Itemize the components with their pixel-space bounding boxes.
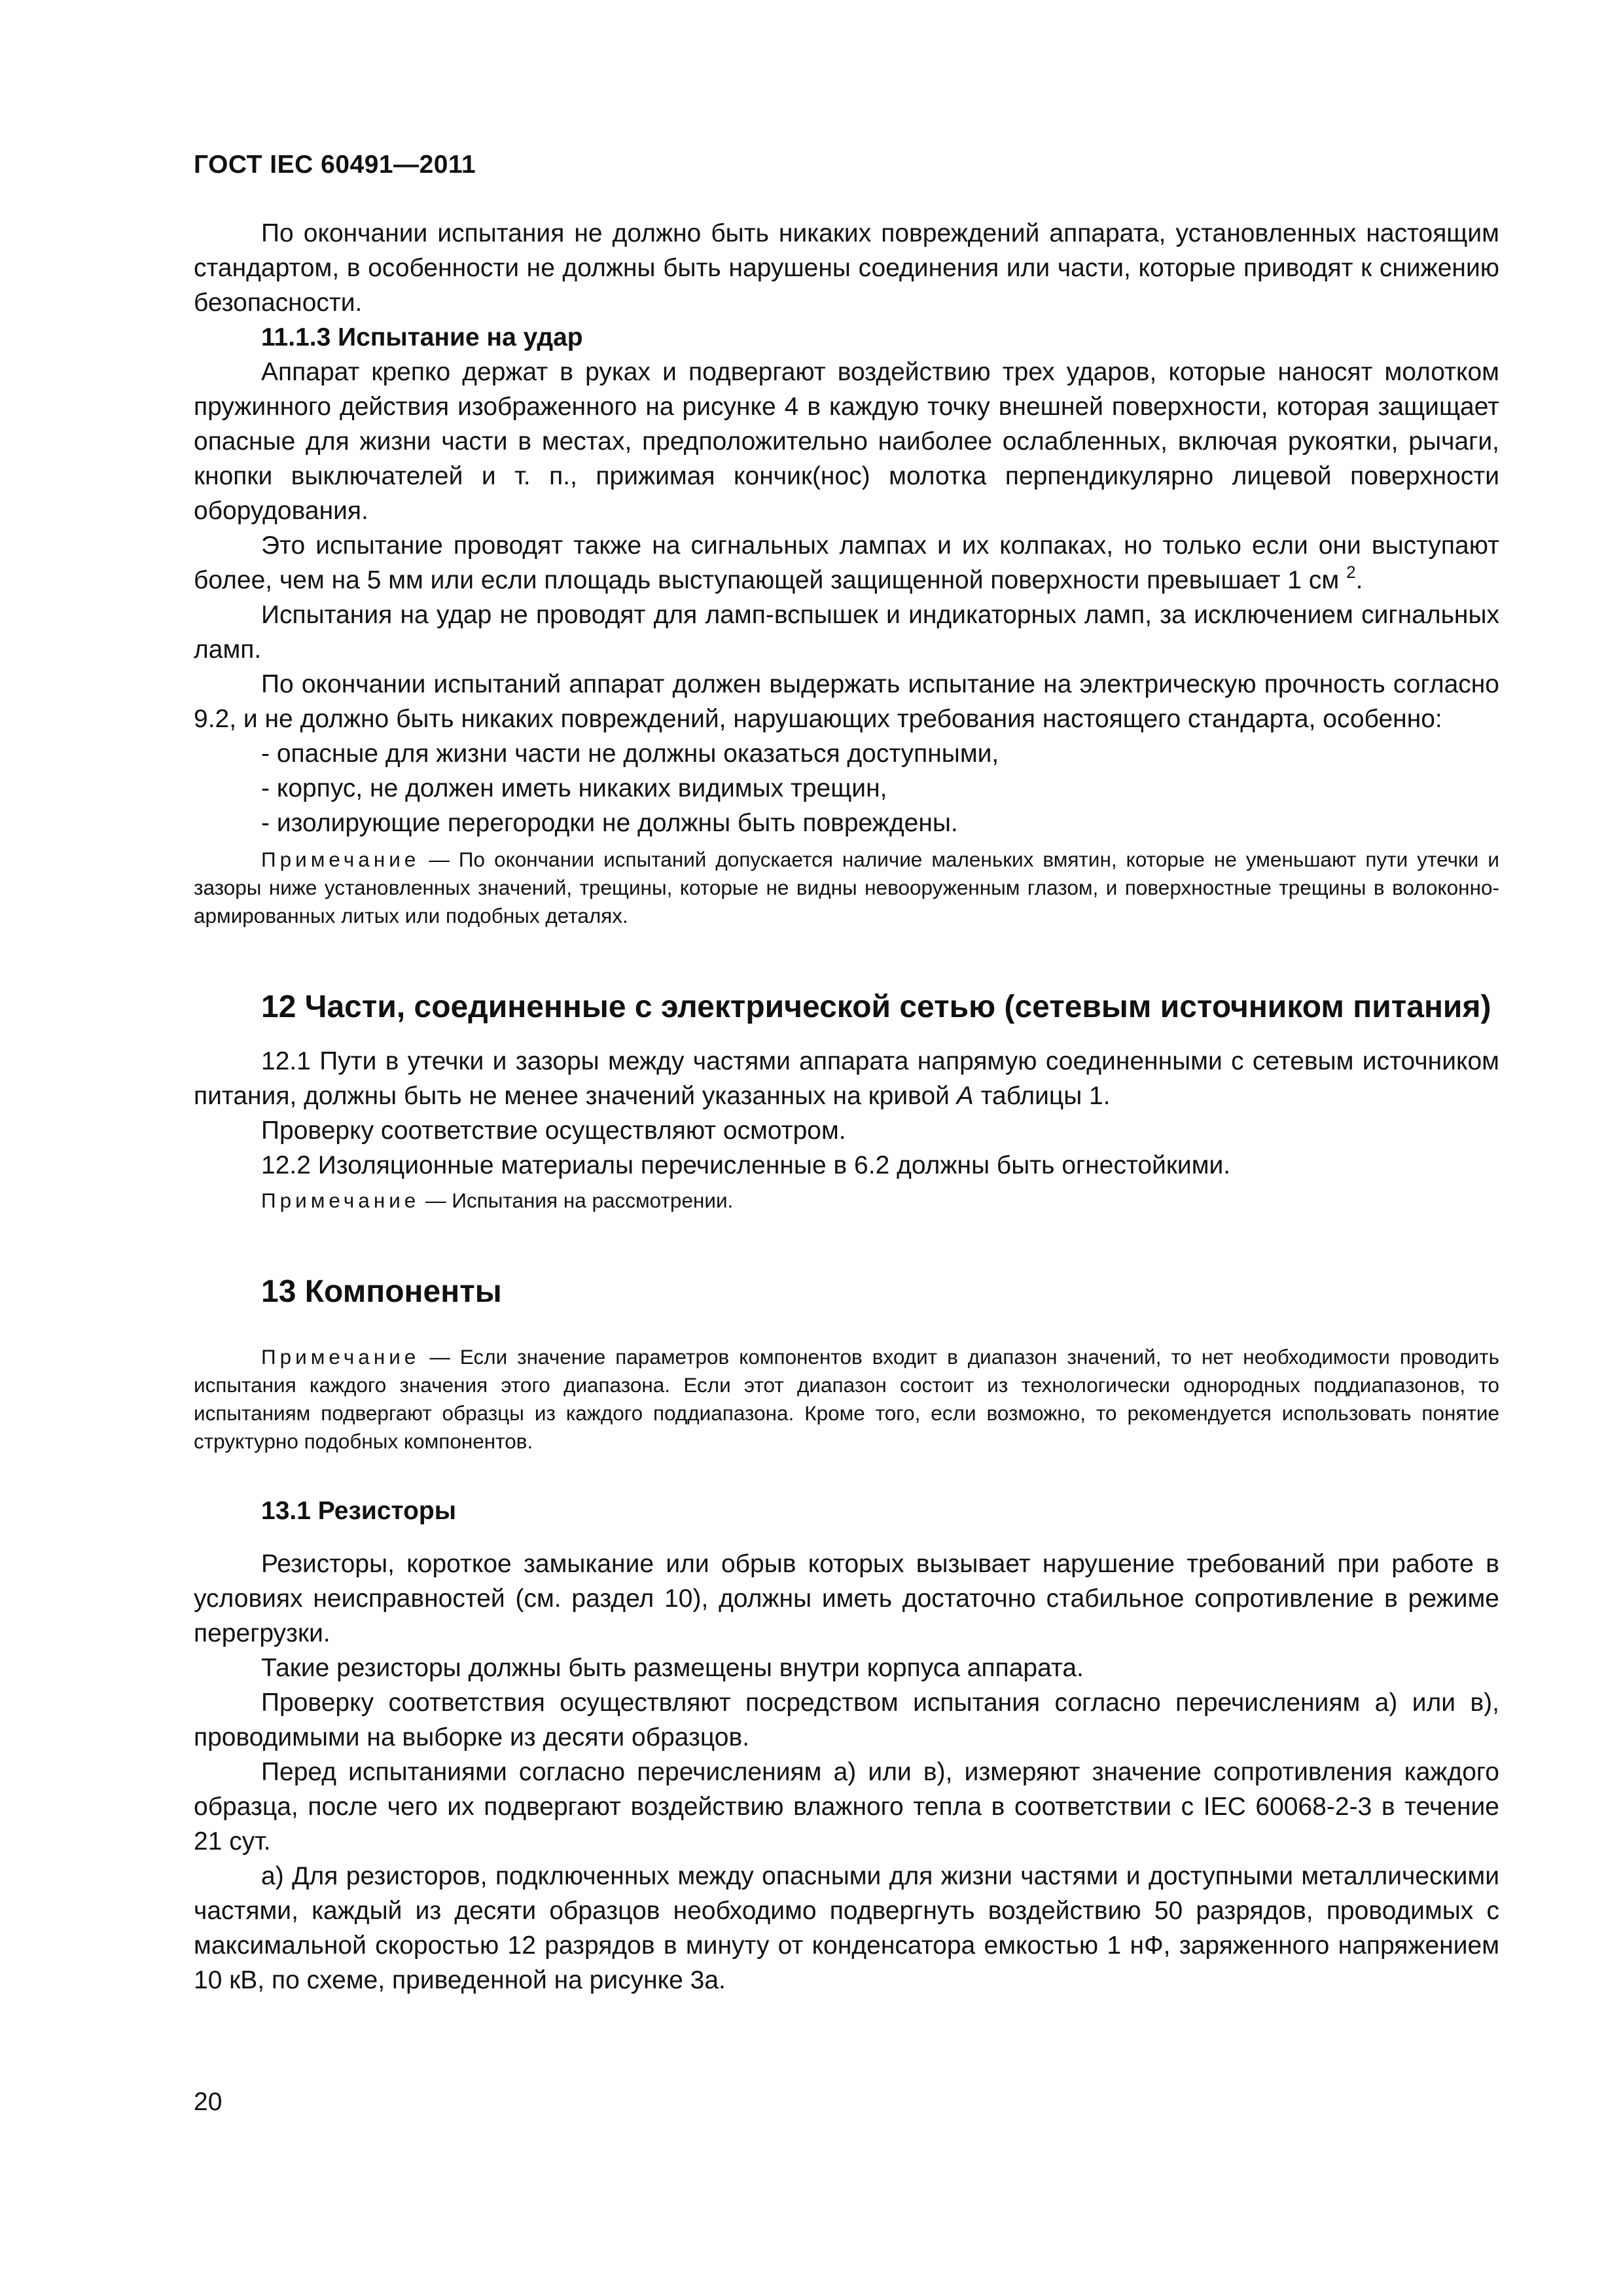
paragraph: Резисторы, короткое замыкание или обрыв которых вызывает нарушение требований при работе в условиях неисправностей (см. раздел 10), должны иметь достаточно стабильное сопротивление в режиме перегрузки.	[194, 1550, 1499, 1647]
paragraph: По окончании испытаний аппарат должен выдержать испытание на электрическую прочность согласно 9.2, и не должно быть никаких повреждений, нарушающих требования настоящего стандарта, особенно:	[194, 670, 1499, 733]
note-text: — Испытания на рассмотрении.	[419, 1189, 734, 1212]
subsection-title: 13.1 Резисторы	[261, 1497, 457, 1525]
paragraph	[194, 1044, 1499, 1113]
paragraph	[194, 528, 1499, 598]
subsection-title: 11.1.3 Испытание на удар	[261, 323, 583, 351]
list-item: - изолирующие перегородки не должны быть повреждены.	[261, 809, 958, 837]
paragraph: Аппарат крепко держат в руках и подвергают воздействию трех ударов, которые наносят молотком пружинного действия изображенного на рисунке 4 в каждую точку внешней поверхности, которая защищает опасные для жизни части в местах, предположительно наиболее ослабленных, включая рукоятки, рычаги, кнопки выключателей и т. п., прижимая кончик(нос) молотка перпендикулярно лицевой поверхности оборудования.	[194, 358, 1499, 525]
section-title: 13 Компоненты	[261, 1274, 502, 1309]
note-text: — По окончании испытаний допускается наличие маленьких вмятин, которые не уменьшают пути утечки и зазоры ниже установленных значений, трещины, которые не видны невооруженным глазом, и поверхностные трещины в волоконно-армированных литых или подобных деталях.	[194, 848, 1499, 927]
paragraph: Испытания на удар не проводят для ламп-вспышек и индикаторных ламп, за исключением сигнальных ламп.	[194, 601, 1499, 664]
paragraph: По окончании испытания не должно быть никаких повреждений аппарата, установленных настоящим стандартом, в особенности не должны быть нарушены соединения или части, которые приводят к снижению безопасности.	[194, 219, 1499, 317]
paragraph: а) Для резисторов, подключенных между опасными для жизни частями и доступными металлическими частями, каждый из десяти образцов необходимо подвергнуть воздействию 50 разрядов, проводимых с максимальной скоростью 12 разрядов в минуту от конденсатора емкостью 1 нФ, заряженного напряжением 10 кВ, по схеме, приведенной на рисунке 3а.	[194, 1862, 1499, 1994]
paragraph-text: Это испытание проводят также на сигнальных лампах и их колпаках, но только если они выступают более, чем на 5 мм или если площадь выступающей защищенной поверхности превышает 1 см	[194, 531, 1499, 594]
paragraph: 12.2 Изоляционные материалы перечисленные в 6.2 должны быть огнестойкими.	[261, 1151, 1231, 1179]
paragraph: Проверку соответствие осуществляют осмотром.	[261, 1117, 846, 1145]
note	[194, 1187, 1499, 1215]
note	[194, 1343, 1499, 1456]
section-title: 12 Части, соединенные с электрической сетью (сетевым источником питания)	[261, 990, 1491, 1024]
page-number: 20	[194, 2088, 223, 2116]
italic-text: А	[956, 1082, 974, 1110]
note-label: Примечание	[261, 848, 420, 871]
paragraph-text: 12.1 Пути в утечки и зазоры между частями аппарата напрямую соединенными с сетевым источником питания, должны быть не менее значений указанных на кривой	[194, 1047, 1499, 1110]
paragraph-text: .	[1355, 566, 1363, 594]
paragraph: Такие резисторы должны быть размещены внутри корпуса аппарата.	[261, 1654, 1084, 1682]
page-content	[194, 216, 1499, 1998]
document-header: ГОСТ IEC 60491—2011	[194, 151, 476, 179]
superscript: 2	[1346, 562, 1356, 582]
note-text: — Если значение параметров компонентов входит в диапазон значений, то нет необходимости проводить испытания каждого значения этого диапазона. Если этот диапазон состоит из технологически однородных поддиапазонов, то испытаниям подвергают образцы из каждого поддиапазона. Кроме того, если возможно, то рекомендуется использовать понятие структурно подобных компонентов.	[194, 1345, 1499, 1453]
paragraph-text: таблицы 1.	[973, 1082, 1111, 1110]
note-label: Примечание	[261, 1189, 420, 1212]
list-item: - опасные для жизни части не должны оказаться доступными,	[261, 740, 999, 768]
paragraph: Проверку соответствия осуществляют посредством испытания согласно перечислениям а) или в), проводимыми на выборке из десяти образцов.	[194, 1689, 1499, 1751]
note-label: Примечание	[261, 1345, 420, 1369]
list-item: - корпус, не должен иметь никаких видимых трещин,	[261, 774, 887, 802]
paragraph: Перед испытаниями согласно перечислениям а) или в), измеряют значение сопротивления каждого образца, после чего их подвергают воздействию влажного тепла в соответствии с IEC 60068-2-3 в течение 21 сут.	[194, 1758, 1499, 1856]
note	[194, 846, 1499, 930]
